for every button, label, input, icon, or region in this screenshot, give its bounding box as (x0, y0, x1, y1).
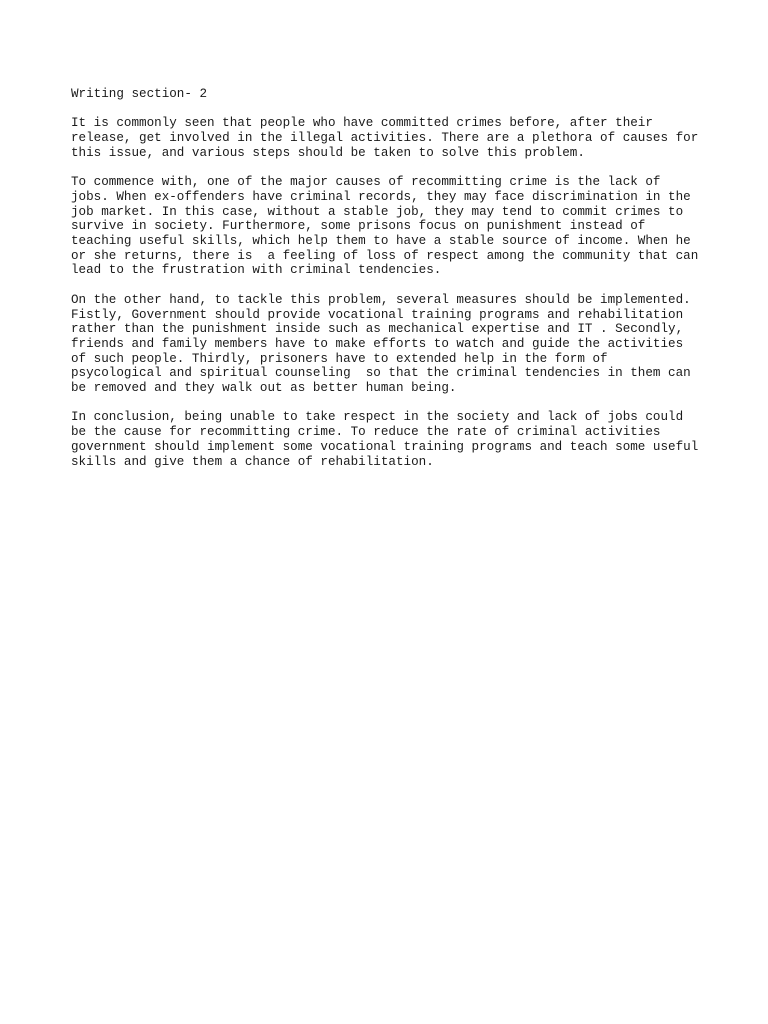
paragraph-line: jobs. When ex-offenders have criminal records, they may face discrimination in the (71, 189, 691, 204)
paragraph-line: or she returns, there is a feeling of loss of respect among the community that can (71, 248, 699, 263)
paragraph-line: psycological and spiritual counseling so that the criminal tendencies in them can (71, 366, 691, 381)
paragraph-line: teaching useful skills, which help them to have a stable source of income. When he (71, 234, 691, 248)
paragraph-introduction (71, 116, 711, 160)
paragraph-line: It is commonly seen that people who have committed crimes before, after their (71, 116, 653, 131)
paragraph-line: be the cause for recommitting crime. To reduce the rate of criminal activities (71, 425, 661, 440)
paragraph-line: government should implement some vocational training programs and teach some useful (71, 439, 699, 454)
paragraph-line: To commence with, one of the major causes of recommitting crime is the lack of (71, 175, 661, 190)
document-body (71, 87, 711, 484)
paragraph-line: rather than the punishment inside such as mechanical expertise and IT . Secondly, (71, 322, 684, 337)
paragraph-line: of such people. Thirdly, prisoners have to extended help in the form of (71, 351, 608, 366)
paragraph-conclusion (71, 410, 711, 469)
paragraph-line: In conclusion, being unable to take respect in the society and lack of jobs could (71, 410, 684, 425)
paragraph-line: job market. In this case, without a stable job, they may tend to commit crimes to (71, 204, 684, 219)
paragraph-line: survive in society. Furthermore, some prisons focus on punishment instead of (71, 219, 646, 234)
paragraph-causes (71, 175, 711, 278)
paragraph-line: Fistly, Government should provide vocational training programs and rehabilitation (71, 307, 684, 322)
paragraph-line: this issue, and various steps should be taken to solve this problem. (71, 145, 585, 160)
paragraph-measures (71, 293, 711, 396)
paragraph-line: be removed and they walk out as better human being. (71, 381, 457, 396)
paragraph-line: skills and give them a chance of rehabilitation. (71, 454, 434, 469)
paragraph-line: On the other hand, to tackle this problem, several measures should be implemented. (71, 292, 691, 307)
document-heading: Writing section- 2 (71, 87, 208, 101)
paragraph-line: lead to the frustration with criminal tendencies. (71, 263, 442, 278)
paragraph-line: friends and family members have to make efforts to watch and guide the activities (71, 336, 684, 351)
paragraph-line: release, get involved in the illegal activities. There are a plethora of causes for (71, 131, 699, 146)
